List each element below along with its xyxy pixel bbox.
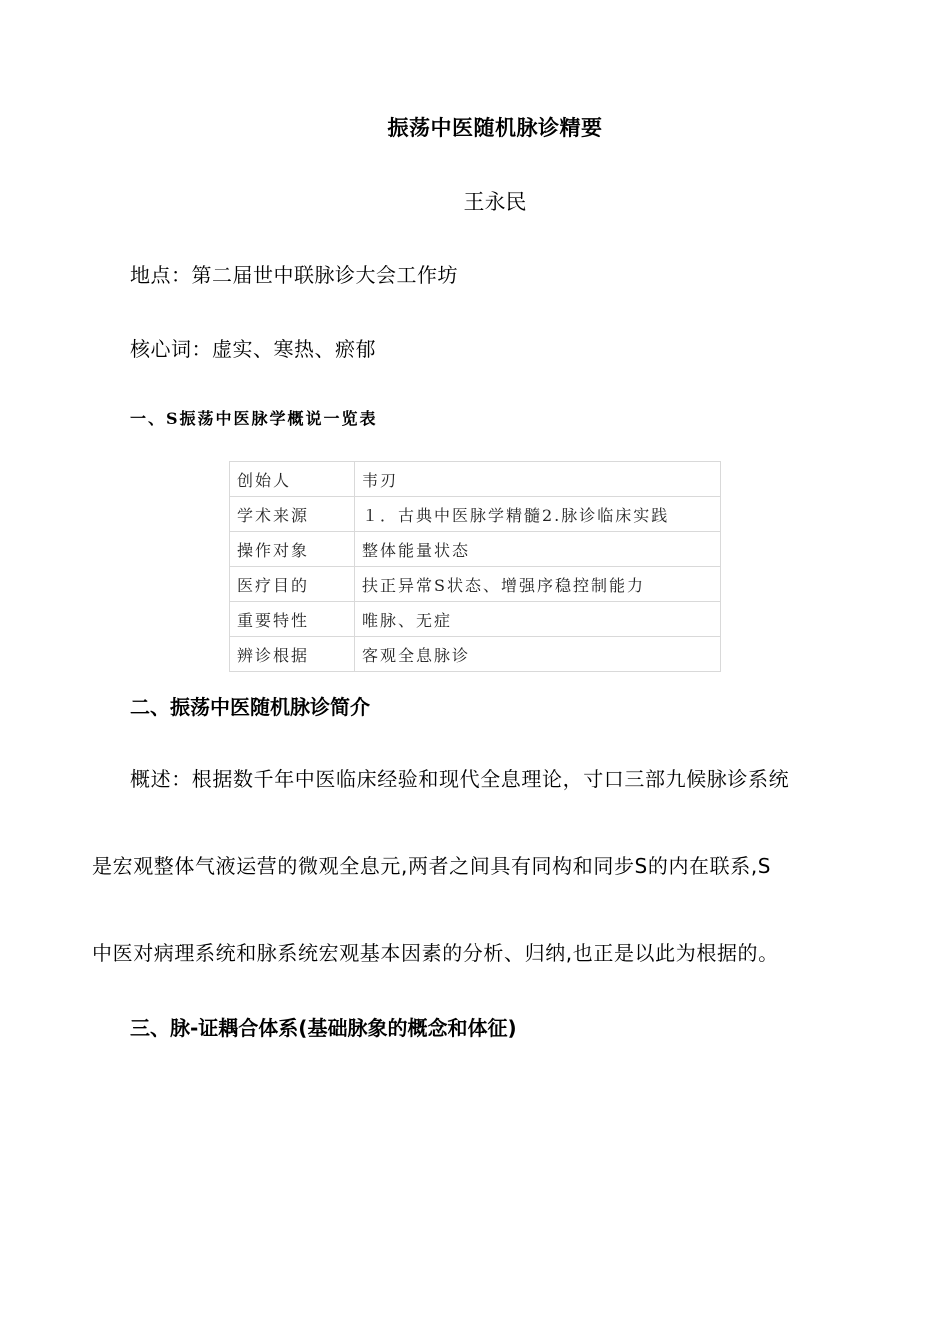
table-key: 医疗目的	[230, 567, 355, 602]
table-value: 客观全息脉诊	[355, 637, 721, 672]
keywords-line: 核心词：虚实、寒热、瘀郁	[130, 337, 376, 361]
section-2-heading: 二、振荡中医随机脉诊简介	[130, 695, 370, 719]
table-value: １．古典中医脉学精髓2.脉诊临床实践	[355, 497, 721, 532]
table-row	[230, 497, 721, 532]
document-author: 王永民	[463, 190, 527, 214]
table-value: 扶正异常S状态、增强序稳控制能力	[355, 567, 721, 602]
table-row	[230, 602, 721, 637]
table-row	[230, 637, 721, 672]
paragraph-line-1: 概述：根据数千年中医临床经验和现代全息理论，寸口三部九候脉诊系统	[130, 767, 790, 791]
table-key: 重要特性	[230, 602, 355, 637]
table-key: 操作对象	[230, 532, 355, 567]
table-key: 辨诊根据	[230, 637, 355, 672]
location-line: 地点：第二届世中联脉诊大会工作坊	[130, 263, 458, 287]
overview-table	[229, 461, 721, 672]
section-3-heading: 三、脉-证耦合体系(基础脉象的概念和体征)	[130, 1016, 517, 1040]
table-row	[230, 462, 721, 497]
table-value: 整体能量状态	[355, 532, 721, 567]
paragraph-line-3: 中医对病理系统和脉系统宏观基本因素的分析、归纳,也正是以此为根据的。	[92, 941, 779, 965]
table-row	[230, 567, 721, 602]
table-key: 学术来源	[230, 497, 355, 532]
table-key: 创始人	[230, 462, 355, 497]
table-row	[230, 532, 721, 567]
table-value: 唯脉、无症	[355, 602, 721, 637]
document-title: 振荡中医随机脉诊精要	[387, 116, 603, 140]
paragraph-line-2: 是宏观整体气液运营的微观全息元,两者之间具有同构和同步S的内在联系,S	[92, 854, 772, 878]
section-1-heading: 一、S振荡中医脉学概说一览表	[130, 409, 378, 428]
table-value: 韦刃	[355, 462, 721, 497]
